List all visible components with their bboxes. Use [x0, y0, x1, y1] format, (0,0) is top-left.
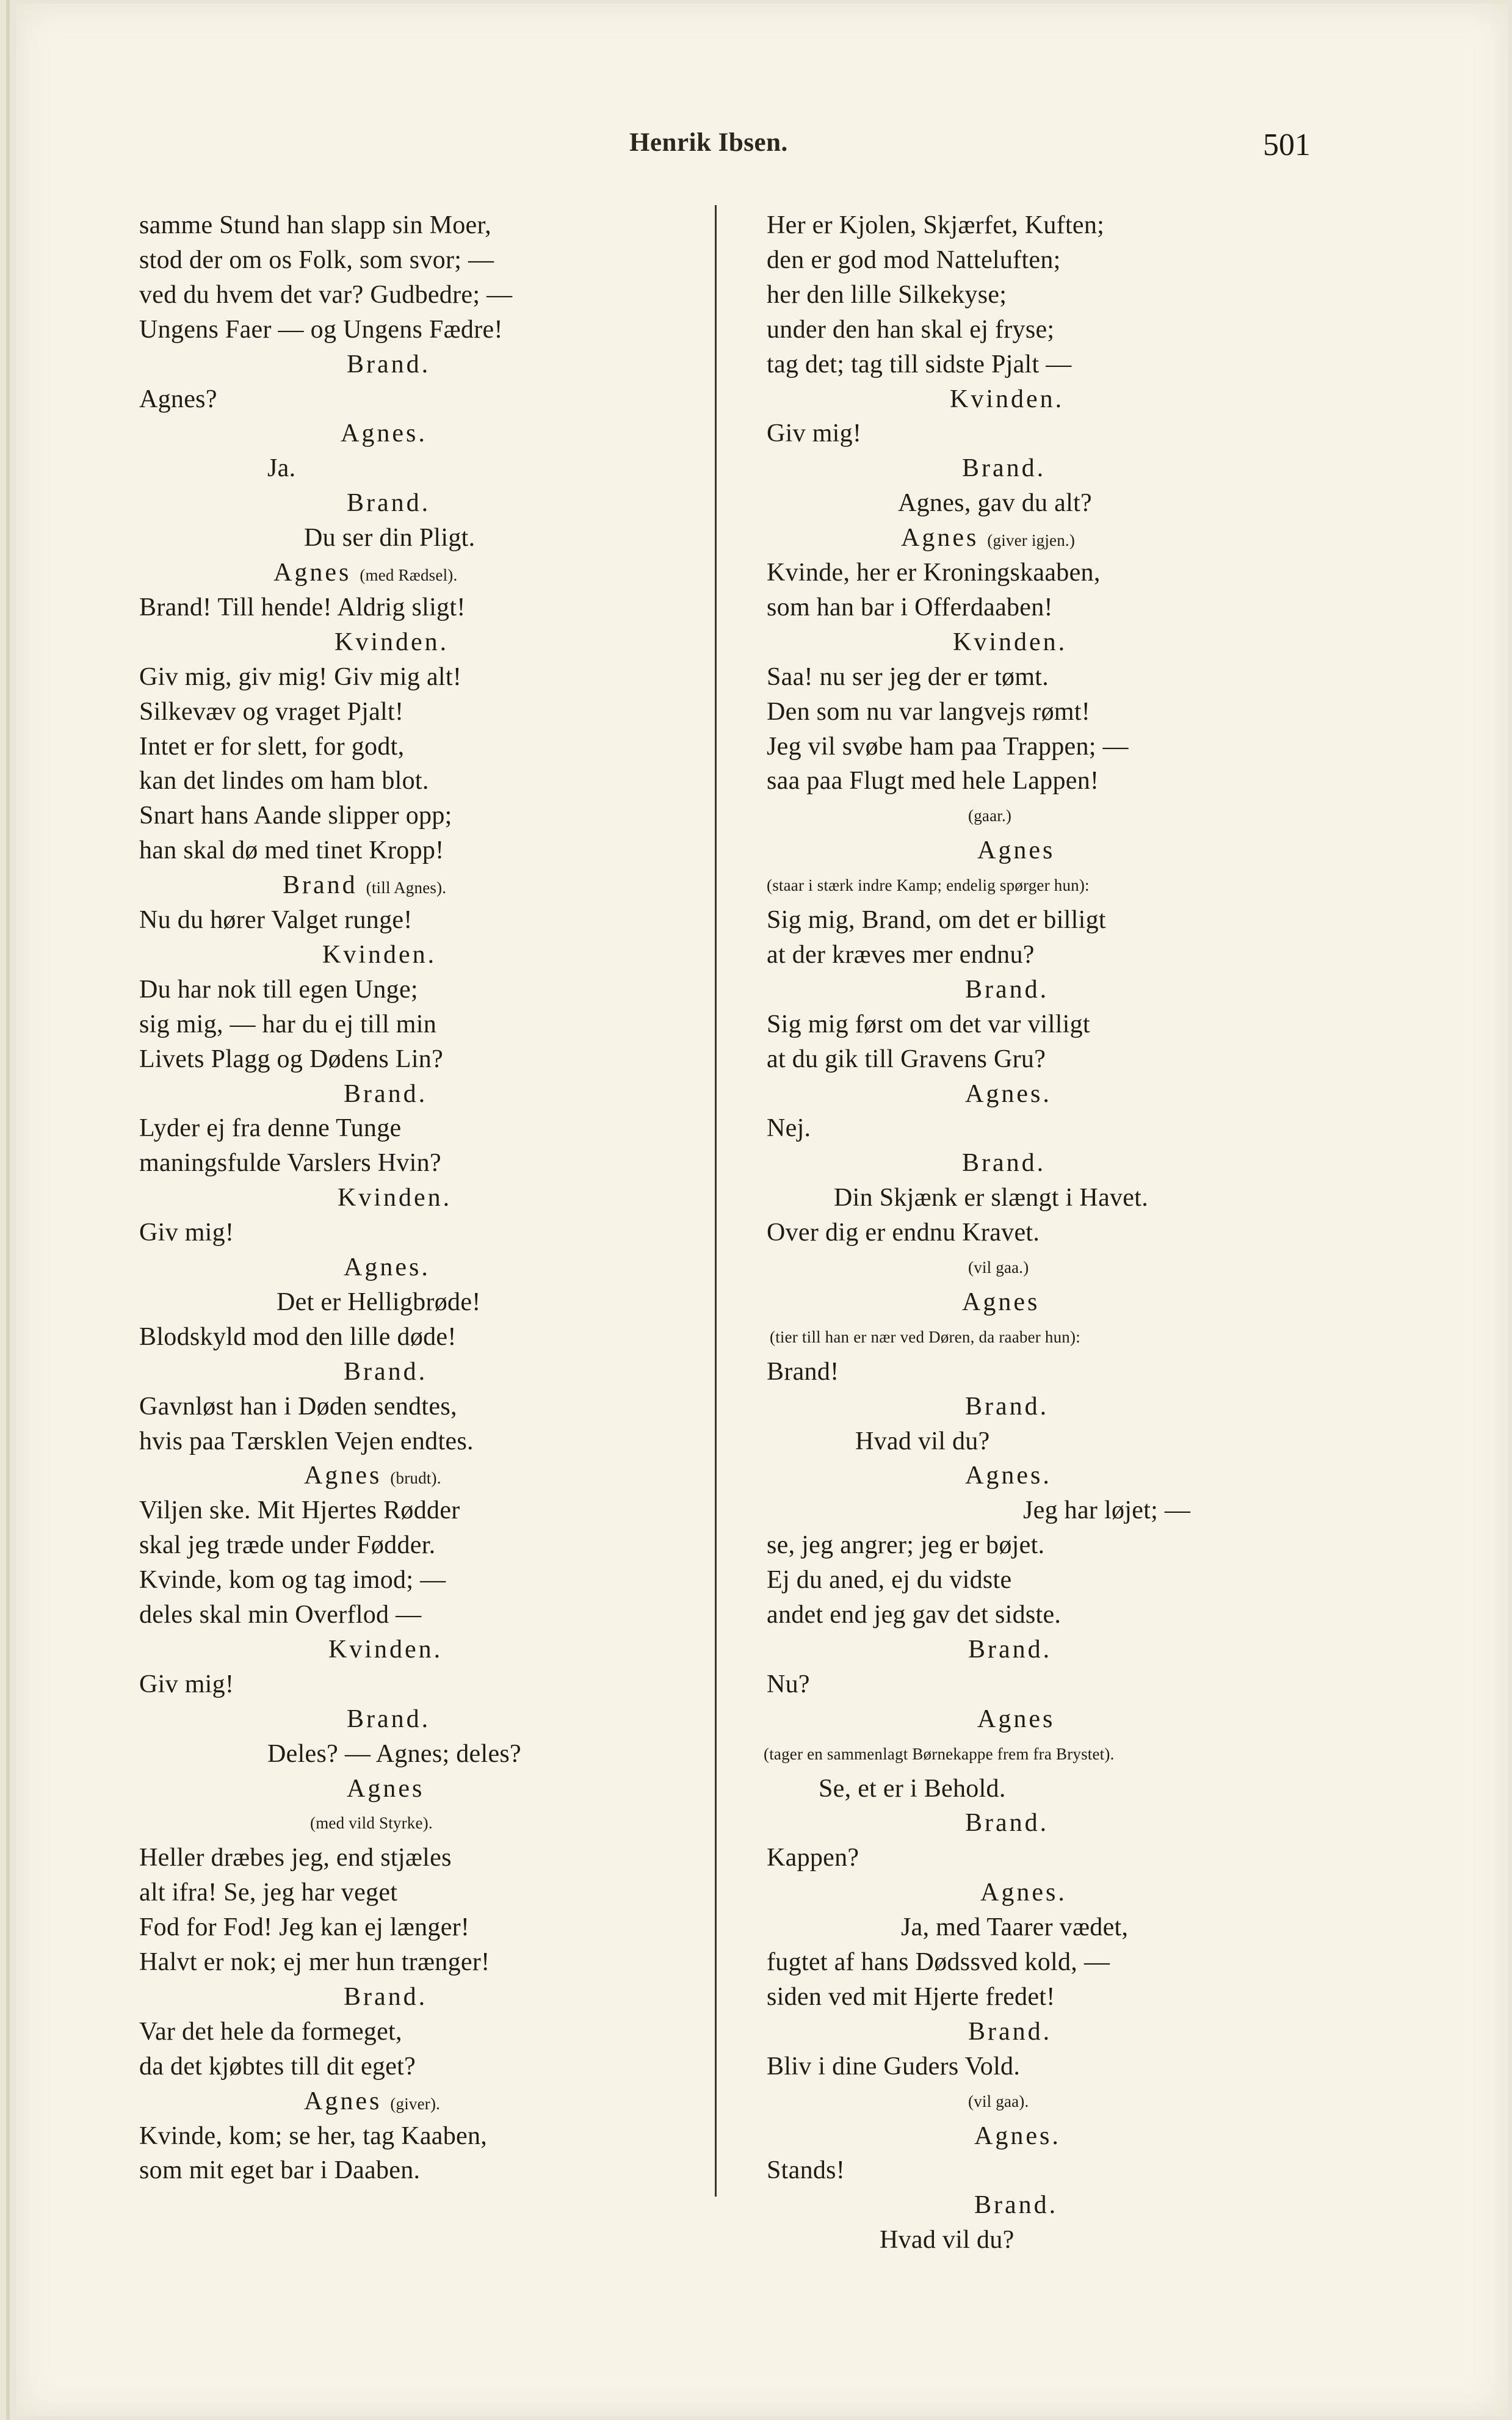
- line-text: Brand.: [344, 1358, 428, 1386]
- line-text: Agnes: [304, 1462, 382, 1490]
- line-text: Giv mig!: [139, 1219, 234, 1247]
- line-text: hvis paa Tærsklen Vejen endtes.: [139, 1427, 474, 1455]
- line-text: Giv mig, giv mig! Giv mig alt!: [139, 663, 462, 691]
- speaker-name: [962, 452, 1046, 485]
- speaker-name: [974, 2189, 1058, 2222]
- line-text: den er god mod Natteluften;: [767, 246, 1061, 274]
- line-text: (vil gaa).: [968, 2092, 1029, 2110]
- line-text: tag det; tag till sidste Pjalt —: [767, 350, 1072, 379]
- verse-line: [139, 244, 494, 277]
- line-text: Brand.: [965, 976, 1049, 1004]
- verse-line: [834, 1181, 1148, 1214]
- speaker-name: [335, 626, 449, 659]
- line-text: skal jeg træde under Fødder.: [139, 1531, 436, 1559]
- line-text: Agnes.: [341, 419, 427, 447]
- line-text: Jeg har løjet; —: [1023, 1496, 1191, 1524]
- speaker-name: [273, 556, 457, 589]
- speaker-name: [304, 2085, 440, 2118]
- verse-line: [139, 799, 452, 832]
- verse-line: [139, 2015, 402, 2048]
- line-text: Nu?: [767, 1670, 810, 1698]
- book-page: [16, 4, 1508, 2416]
- line-text: Nu du hører Valget runge!: [139, 906, 413, 934]
- line-text: Lyder ej fra denne Tunge: [139, 1114, 402, 1142]
- line-text: (vil gaa.): [968, 1258, 1029, 1277]
- line-text: andet end jeg gav det sidste.: [767, 1601, 1062, 1629]
- verse-line: [139, 1216, 234, 1249]
- speaker-name: [347, 1772, 424, 1805]
- speaker-name: [283, 869, 446, 902]
- line-text: Kvinde, kom og tag imod; —: [139, 1566, 446, 1594]
- line-text: at der kræves mer endnu?: [767, 941, 1035, 969]
- verse-line: [767, 764, 1099, 797]
- line-text: Giv mig!: [139, 1670, 234, 1698]
- verse-line: [767, 1216, 1040, 1249]
- verse-line: [767, 904, 1106, 936]
- line-text: som mit eget bar i Daaben.: [139, 2156, 421, 2184]
- line-text: Brand: [283, 871, 358, 899]
- speaker-name: [344, 1355, 427, 1388]
- verse-line: [139, 1494, 460, 1527]
- line-text: (staar i stærk indre Kamp; endelig spørger hun):: [767, 876, 1090, 894]
- verse-line: [767, 1668, 810, 1701]
- stage-direction: [770, 1320, 1080, 1353]
- verse-line: [767, 2050, 1020, 2083]
- line-text: (tager en sammenlagt Børnekappe frem fra Brystet).: [764, 1745, 1115, 1763]
- speaker-name: [341, 417, 427, 450]
- line-text: Jeg vil svøbe ham paa Trappen; —: [767, 733, 1129, 761]
- line-text: Ja, med Taarer vædet,: [901, 1913, 1129, 1941]
- speaker-name: [338, 1181, 452, 1214]
- verse-line: [767, 591, 1053, 624]
- verse-line: [767, 2154, 845, 2187]
- line-text: Agnes: [977, 836, 1055, 864]
- speaker-name: [980, 1876, 1067, 1909]
- line-text: Agnes: [901, 524, 979, 552]
- line-text: saa paa Flugt med hele Lappen!: [767, 767, 1099, 795]
- speaker-name: [322, 938, 436, 971]
- speaker-name: [965, 1459, 1052, 1492]
- verse-line: [139, 1563, 446, 1596]
- line-text: Kvinden.: [335, 628, 449, 656]
- stage-direction: (giver).: [390, 2095, 441, 2113]
- verse-line: [139, 973, 418, 1006]
- line-text: Stands!: [767, 2156, 845, 2184]
- verse-line: [767, 1946, 1110, 1979]
- verse-line: [267, 452, 295, 485]
- verse-line: [139, 730, 404, 763]
- verse-line: [139, 1841, 452, 1874]
- verse-line: [767, 1043, 1046, 1076]
- line-text: sig mig, — har du ej till min: [139, 1010, 437, 1038]
- line-text: Agnes: [304, 2087, 382, 2115]
- line-text: Hvad vil du?: [855, 1427, 990, 1455]
- verse-line: [767, 1529, 1044, 1562]
- line-text: Heller dræbes jeg, end stjæles: [139, 1844, 452, 1872]
- stage-direction: [767, 869, 1090, 902]
- verse-line: [139, 313, 503, 346]
- line-text: her den lille Silkekyse;: [767, 281, 1007, 309]
- line-text: Agnes: [347, 1775, 425, 1803]
- line-text: Kappen?: [767, 1844, 859, 1872]
- line-text: deles skal min Overflod —: [139, 1601, 422, 1629]
- line-text: Brand.: [347, 350, 431, 379]
- line-text: Kvinden.: [328, 1636, 443, 1664]
- verse-line: [139, 1946, 490, 1979]
- line-text: Brand!: [767, 1358, 839, 1386]
- line-text: (gaar.): [968, 806, 1012, 825]
- verse-line: [139, 383, 217, 416]
- verse-line: [767, 348, 1072, 381]
- verse-line: [767, 417, 861, 450]
- line-text: Kvinden.: [953, 628, 1068, 656]
- verse-line: [139, 1147, 441, 1179]
- verse-line: [767, 730, 1129, 763]
- line-text: Brand.: [968, 1636, 1052, 1664]
- running-head: Henrik Ibsen.: [629, 128, 788, 157]
- line-text: Agnes.: [980, 1878, 1067, 1907]
- speaker-name: [347, 487, 430, 520]
- speaker-name: [901, 521, 1075, 554]
- verse-line: [139, 278, 512, 311]
- line-text: Den som nu var langvejs rømt!: [767, 698, 1091, 726]
- line-text: se, jeg angrer; jeg er bøjet.: [767, 1531, 1045, 1559]
- verse-line: [139, 2120, 487, 2153]
- verse-line: [139, 834, 444, 867]
- line-text: Agnes?: [139, 385, 217, 413]
- line-text: som han bar i Offerdaaben!: [767, 593, 1053, 621]
- line-text: Intet er for slett, for godt,: [139, 733, 405, 761]
- page-edge: [6, 0, 10, 2420]
- line-text: Brand.: [344, 1080, 428, 1108]
- verse-line: [767, 1008, 1090, 1041]
- line-text: da det kjøbtes till dit eget?: [139, 2052, 416, 2081]
- verse-line: [767, 1563, 1011, 1596]
- verse-line: [767, 209, 1104, 242]
- line-text: Brand! Till hende! Aldrig sligt!: [139, 593, 466, 621]
- line-text: Kvinde, kom; se her, tag Kaaben,: [139, 2122, 488, 2150]
- stage-direction: (med Rædsel).: [360, 566, 458, 584]
- verse-line: [767, 1598, 1061, 1631]
- line-text: Din Skjænk er slængt i Havet.: [834, 1184, 1149, 1212]
- line-text: Kvinden.: [338, 1184, 452, 1212]
- speaker-name: [344, 1980, 427, 2013]
- verse-line: [139, 1668, 234, 1701]
- line-text: Hvad vil du?: [880, 2226, 1015, 2254]
- line-text: Brand.: [962, 1149, 1046, 1177]
- stage-direction: (giver igjen.): [987, 531, 1076, 549]
- line-text: Brand.: [968, 2018, 1052, 2046]
- line-text: Det er Helligbrøde!: [277, 1288, 481, 1316]
- line-text: Bliv i dine Guders Vold.: [767, 2052, 1021, 2081]
- verse-line: [139, 1320, 457, 1353]
- line-text: Brand.: [965, 1393, 1049, 1421]
- line-text: Du har nok till egen Unge;: [139, 976, 418, 1004]
- line-text: Ja.: [267, 454, 296, 482]
- verse-line: [139, 1529, 435, 1562]
- speaker-name: [965, 1078, 1052, 1110]
- line-text: alt ifra! Se, jeg har veget: [139, 1878, 398, 1907]
- speaker-name: [953, 626, 1067, 659]
- line-text: siden ved mit Hjerte fredet!: [767, 1983, 1055, 2011]
- verse-line: [139, 764, 429, 797]
- verse-line: [139, 209, 491, 242]
- verse-line: [139, 2154, 420, 2187]
- verse-line: [767, 313, 1054, 346]
- line-text: han skal dø med tinet Kropp!: [139, 836, 444, 864]
- line-text: Silkevæv og vraget Pjalt!: [139, 698, 404, 726]
- line-text: Sig mig, Brand, om det er billigt: [767, 906, 1106, 934]
- line-text: Ej du aned, ej du vidste: [767, 1566, 1012, 1594]
- speaker-name: [965, 973, 1049, 1006]
- line-text: Var det hele da formeget,: [139, 2018, 402, 2046]
- line-text: Her er Kjolen, Skjærfet, Kuften;: [767, 211, 1105, 239]
- stage-direction: [968, 2085, 1029, 2118]
- line-text: Brand.: [347, 1705, 431, 1733]
- line-text: Saa! nu ser jeg der er tømt.: [767, 663, 1049, 691]
- speaker-name: [968, 1633, 1052, 1666]
- verse-line: [267, 1737, 521, 1770]
- line-text: Du ser din Pligt.: [304, 524, 476, 552]
- verse-line: [901, 1911, 1128, 1944]
- line-text: under den han skal ej fryse;: [767, 316, 1055, 344]
- verse-line: [139, 695, 403, 728]
- verse-line: [139, 1425, 474, 1458]
- line-text: Agnes, gav du alt?: [898, 489, 1092, 517]
- verse-line: [1023, 1494, 1190, 1527]
- line-text: (med vild Styrke).: [310, 1814, 433, 1832]
- line-text: Over dig er endnu Kravet.: [767, 1219, 1040, 1247]
- line-text: ved du hvem det var? Gudbedre; —: [139, 281, 513, 309]
- line-text: samme Stund han slapp sin Moer,: [139, 211, 491, 239]
- line-text: Brand.: [344, 1983, 428, 2011]
- verse-line: [767, 661, 1049, 694]
- verse-line: [139, 2050, 416, 2083]
- verse-line: [767, 938, 1035, 971]
- line-text: Giv mig!: [767, 419, 862, 447]
- speaker-name: [962, 1286, 1040, 1319]
- line-text: fugtet af hans Dødssved kold, —: [767, 1948, 1110, 1976]
- verse-line: [880, 2223, 1015, 2256]
- verse-line: [139, 1043, 443, 1076]
- line-text: Sig mig først om det var villigt: [767, 1010, 1090, 1038]
- line-text: stod der om os Folk, som svor; —: [139, 246, 494, 274]
- line-text: Agnes: [962, 1288, 1040, 1316]
- verse-line: [855, 1425, 990, 1458]
- line-text: maningsfulde Varslers Hvin?: [139, 1149, 441, 1177]
- verse-line: [767, 278, 1007, 311]
- line-text: at du gik till Gravens Gru?: [767, 1045, 1046, 1073]
- line-text: Agnes: [977, 1705, 1055, 1733]
- speaker-name: [965, 1806, 1049, 1839]
- speaker-name: [977, 834, 1055, 867]
- line-text: Se, et er i Behold.: [819, 1775, 1006, 1803]
- speaker-name: [962, 1147, 1046, 1179]
- line-text: Brand.: [347, 489, 431, 517]
- line-text: Kvinde, her er Kroningskaaben,: [767, 559, 1101, 587]
- verse-line: [767, 1980, 1055, 2013]
- verse-line: [767, 1112, 811, 1145]
- line-text: Agnes: [273, 559, 352, 587]
- stage-direction: [310, 1806, 433, 1839]
- speaker-name: [347, 348, 430, 381]
- stage-direction: [764, 1737, 1115, 1770]
- verse-line: [139, 591, 466, 624]
- line-text: Agnes.: [344, 1253, 430, 1281]
- speaker-name: [950, 383, 1064, 416]
- line-text: Kvinden.: [950, 385, 1065, 413]
- verse-line: [898, 487, 1092, 520]
- line-text: Halvt er nok; ej mer hun trænger!: [139, 1948, 490, 1976]
- verse-line: [139, 1390, 457, 1423]
- stage-direction: (brudt).: [390, 1469, 441, 1487]
- stage-direction: [968, 1251, 1029, 1284]
- speaker-name: [344, 1251, 430, 1284]
- speaker-name: [968, 2015, 1052, 2048]
- line-text: Nej.: [767, 1114, 811, 1142]
- speaker-name: [304, 1459, 441, 1492]
- line-text: Brand.: [974, 2191, 1058, 2219]
- line-text: (tier till han er nær ved Døren, da raaber hun):: [770, 1328, 1080, 1346]
- verse-line: [139, 1112, 401, 1145]
- verse-line: [139, 1876, 397, 1909]
- line-text: Fod for Fod! Jeg kan ej længer!: [139, 1913, 470, 1941]
- line-text: kan det lindes om ham blot.: [139, 767, 429, 795]
- speaker-name: [977, 1703, 1055, 1736]
- line-text: Agnes.: [974, 2122, 1061, 2150]
- speaker-name: [344, 1078, 427, 1110]
- speaker-name: [974, 2120, 1061, 2153]
- verse-line: [767, 1355, 839, 1388]
- speaker-name: [347, 1703, 430, 1736]
- verse-line: [819, 1772, 1006, 1805]
- page-number: 501: [1263, 128, 1311, 162]
- line-text: Agnes.: [965, 1080, 1052, 1108]
- verse-line: [139, 1598, 421, 1631]
- stage-direction: (till Agnes).: [366, 879, 447, 897]
- verse-line: [767, 244, 1061, 277]
- line-text: Snart hans Aande slipper opp;: [139, 802, 452, 830]
- line-text: Gavnløst han i Døden sendtes,: [139, 1393, 457, 1421]
- stage-direction: [968, 799, 1011, 832]
- verse-line: [139, 1008, 436, 1041]
- verse-line: [304, 521, 475, 554]
- verse-line: [139, 904, 413, 936]
- line-text: Brand.: [965, 1809, 1049, 1837]
- verse-line: [767, 556, 1101, 589]
- line-text: Deles? — Agnes; deles?: [267, 1740, 521, 1768]
- verse-line: [139, 1911, 469, 1944]
- verse-line: [139, 661, 461, 694]
- line-text: Ungens Faer — og Ungens Fædre!: [139, 316, 503, 344]
- line-text: Viljen ske. Mit Hjertes Rødder: [139, 1496, 460, 1524]
- verse-line: [767, 695, 1090, 728]
- verse-line: [277, 1286, 481, 1319]
- verse-line: [767, 1841, 859, 1874]
- speaker-name: [328, 1633, 443, 1666]
- speaker-name: [965, 1390, 1049, 1423]
- line-text: Agnes.: [965, 1462, 1052, 1490]
- line-text: Livets Plagg og Dødens Lin?: [139, 1045, 444, 1073]
- line-text: Blodskyld mod den lille døde!: [139, 1323, 457, 1351]
- line-text: Brand.: [962, 454, 1046, 482]
- line-text: Kvinden.: [322, 941, 437, 969]
- column-divider: [715, 205, 717, 2197]
